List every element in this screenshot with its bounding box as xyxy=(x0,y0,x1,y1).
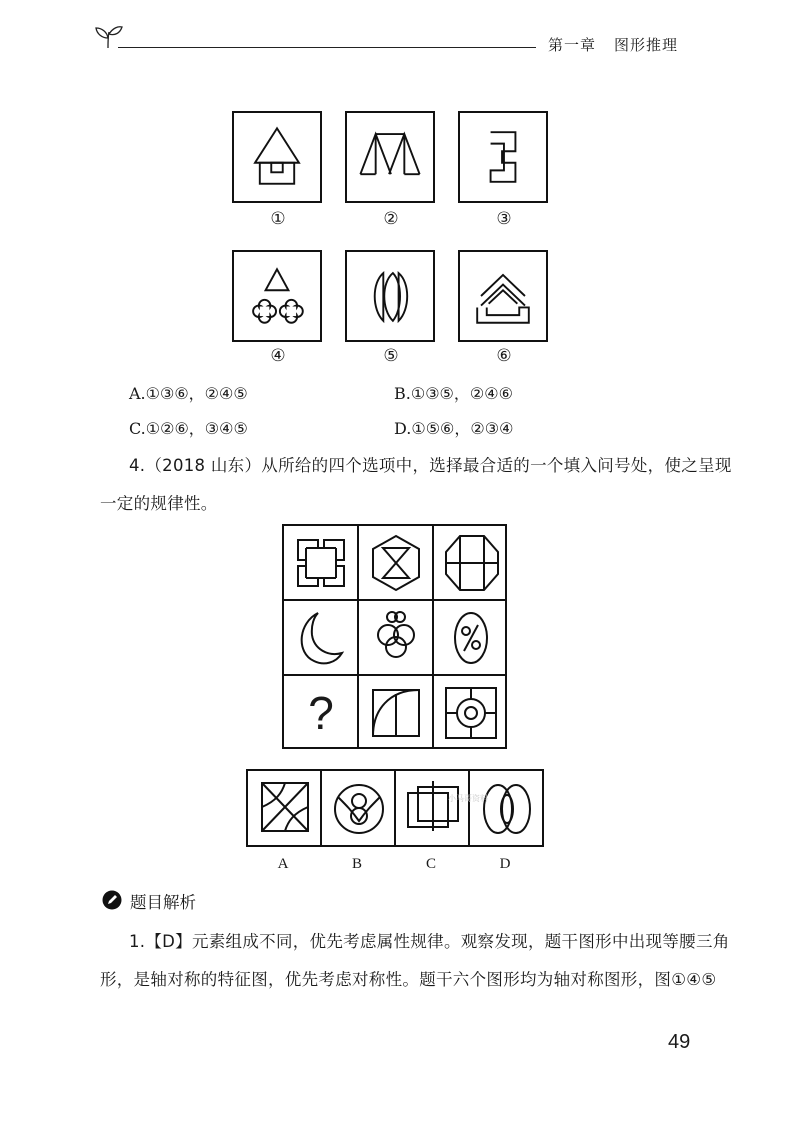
triangle-clovers-figure xyxy=(234,252,320,340)
answer-choices xyxy=(246,769,544,847)
house-triangle-figure xyxy=(234,113,320,201)
grid-cell-1-1 xyxy=(284,526,358,600)
analysis-line-1: 1.【D】元素组成不同，优先考虑属性规律。观察发现，题干图形中出现等腰三角 xyxy=(129,932,730,951)
pencil-circle-icon xyxy=(102,890,122,910)
choice-label-b: B xyxy=(351,856,362,872)
grid-cell-2-1 xyxy=(284,601,358,675)
grid-cell-2-2 xyxy=(359,601,433,675)
watermark: 小马哥资料 xyxy=(448,794,488,803)
choice-d[interactable] xyxy=(470,771,544,845)
chevrons-base-figure xyxy=(460,252,546,340)
grid-cell-3-3 xyxy=(434,676,508,750)
analysis-title: 题目解析 xyxy=(130,893,196,912)
analysis-line-2: 形，是轴对称的特征图，优先考虑对称性。题干六个图形均为轴对称图形，图①④⑤ xyxy=(100,970,717,989)
puzzle-grid xyxy=(282,524,507,749)
header-rule xyxy=(118,47,536,48)
bracket-figure xyxy=(460,113,546,201)
figure-label-6: ⑥ xyxy=(496,346,512,366)
figure-label-4: ④ xyxy=(270,346,286,366)
chapter-label: 第一章 xyxy=(548,36,597,54)
figure-label-1: ① xyxy=(270,209,286,229)
figure-5 xyxy=(345,250,435,342)
question-4-line-2: 一定的规律性。 xyxy=(100,494,218,513)
choice-label-a: A xyxy=(277,856,289,872)
figure-4 xyxy=(232,250,322,342)
half-moons-figure xyxy=(347,252,433,340)
page-number: 49 xyxy=(668,1031,691,1053)
running-header xyxy=(548,34,696,55)
option-a: A.①③⑥，②④⑤ xyxy=(129,384,248,403)
grid-cell-2-3 xyxy=(434,601,508,675)
grid-cell-3-2 xyxy=(359,676,433,750)
chapter-title: 图形推理 xyxy=(614,36,679,54)
figure-label-3: ③ xyxy=(496,209,512,229)
choice-b[interactable] xyxy=(322,771,396,845)
choice-label-d: D xyxy=(499,856,511,872)
question-mark: ? xyxy=(308,687,334,739)
figure-1 xyxy=(232,111,322,203)
option-b: B.①③⑤，②④⑥ xyxy=(394,384,513,403)
choice-c[interactable] xyxy=(396,771,470,845)
grid-cell-3-1 xyxy=(284,676,358,750)
figure-label-5: ⑤ xyxy=(383,346,399,366)
double-peak-figure xyxy=(347,113,433,201)
figure-2 xyxy=(345,111,435,203)
option-d: D.①⑤⑥，②③④ xyxy=(394,419,514,438)
figure-label-2: ② xyxy=(383,209,399,229)
grid-cell-1-2 xyxy=(359,526,433,600)
choice-a[interactable] xyxy=(248,771,322,845)
question-4-line-1: 4.（2018 山东）从所给的四个选项中，选择最合适的一个填入问号处，使之呈现 xyxy=(129,456,732,475)
choice-label-c: C xyxy=(425,856,436,872)
grid-cell-1-3 xyxy=(434,526,508,600)
figure-6 xyxy=(458,250,548,342)
option-c: C.①②⑥，③④⑤ xyxy=(129,419,248,438)
figure-3 xyxy=(458,111,548,203)
